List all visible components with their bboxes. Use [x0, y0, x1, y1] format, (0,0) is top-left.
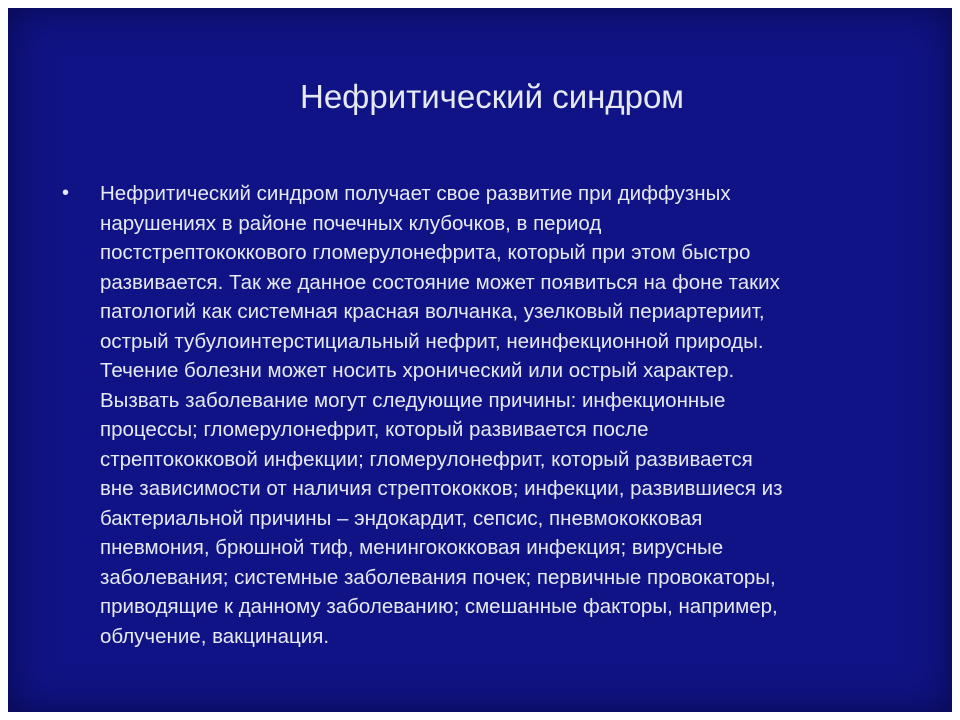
bullet-list — [56, 179, 906, 651]
bullet-item — [56, 179, 906, 651]
bullet-text: Нефритический синдром получает свое развитие при диффузных нарушениях в районе почечных клубочков, в период постстрептококкового гломерулонефрита, который при этом быстро развивается. Так же данное состояние может появиться на фоне таких патологий как системная красная волчанка, узелковый периартериит, острый тубулоинтерстициальный нефрит, неинфекционной природы. Течение болезни может носить хронический или острый характер. Вызвать заболевание могут следующие причины: инфекционные процессы; гломерулонефрит, который развивается после стрептококковой инфекции; гломерулонефрит, который развивается вне зависимости от наличия стрептококков; инфекции, развившиеся из бактериальной причины – эндокардит, сепсис, пневмококковая пневмония, брюшной тиф, менингококковая инфекция; вирусные заболевания; системные заболевания почек; первичные провокаторы, приводящие к данному заболеванию; смешанные факторы, например, облучение, вакцинация. — [100, 182, 783, 648]
bullet-point-icon: • — [62, 182, 70, 204]
slide-title: Нефритический синдром — [300, 78, 684, 115]
